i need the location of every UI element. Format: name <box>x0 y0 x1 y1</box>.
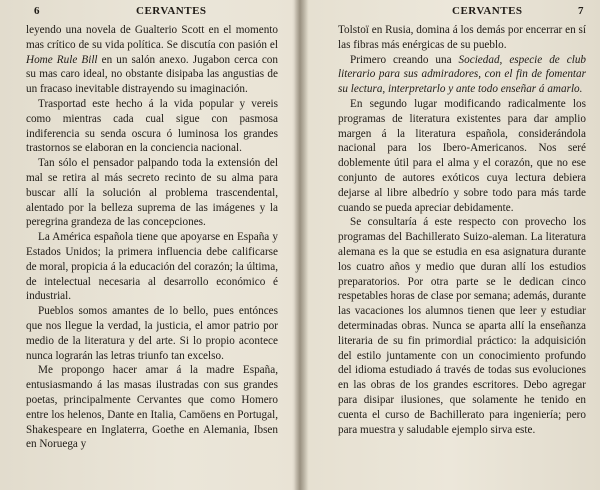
running-head-right: CERVANTES <box>452 5 523 17</box>
paragraph: En segundo lugar modificando radicalmente los programas de literatura existentes para dar amplio margen á la literatura española, considerándola nacional para los Ibero-Americanos. Nos seré doblemente útil para el alma y el corazón, que no ese conjunto de autores exóticos cuya lectura debiera dejarse al libre albedrío y sobre todo para más tarde cuando se pueda apreciar debidamente. <box>338 97 586 214</box>
page-number-left: 6 <box>34 5 40 17</box>
paragraph: Pueblos somos amantes de lo bello, pues entónces que nos llegue la verdad, la justicia, el amor patrio por medio de la literatura y del arte. Si lo propio acontece nunca lograrán las letras triunfo tan excelso. <box>26 305 278 362</box>
right-page-text <box>338 23 586 437</box>
running-head-left: CERVANTES <box>136 5 207 17</box>
paragraph: Se consultaría á este respecto con provecho los programas del Bachillerato Suizo-aleman. La literatura alemana es la que se estudia en esa asignatura durante los cuatro años y medio que duran allí los estudios preparatorios. Por otra parte se le dedican cinco respetables horas de clase por semana; además, durante las vacaciones los alumnos tienen que leer y estudiar determinadas obras. Nunca se aparta allí la enseñanza literaria de su fin primordial práctico: la adquisición del estilo juntamente con un conocimiento profundo del idioma estudiado á través de todas sus evoluciones en las obras de los grandes escritores. Debo agregar para disipar ilusiones, que solamente he tenido en cuenta el curso de Bachillerato para ingeniería; pero para muestra y saludable ejemplo sirva este. <box>338 216 586 436</box>
paragraph-text: en un salón anexo. Jugabon cerca con su mas caro ideal, no obstante disipaba las angustias de un fracaso inevitable distrayendo su imaginación. <box>26 53 278 96</box>
left-page-text <box>26 23 278 452</box>
paragraph-text: leyendo una novela de Gualterio Scott en el momento mas crítico de su vida política. Se discutía con pasión el <box>26 24 278 51</box>
paragraph <box>26 23 278 97</box>
paragraph-text: Primero creando una <box>350 53 452 66</box>
paragraph: La América española tiene que apoyarse en España y Estados Unidos; la primera influencia debe calificarse de moral, propicia á la educación del corazón; la última, de intelectual necesaria al desarrollo económico é industrial. <box>26 231 278 303</box>
italic-text: Sociedad, especie de club literario para sus admiradores, con el fin de fomentar su lectura, interpretarlo y ante todo enseñar á amarlo. <box>338 53 587 96</box>
paragraph: Tan sólo el pensador palpando toda la extensión del mal se retira al más secreto recinto de su alma para buscar allí la solución al problema trascendental, alentado por la belleza suprema de las imágenes y la peregrina grandeza de las concepciones. <box>26 157 278 229</box>
paragraph: Trasportad este hecho á la vida popular y vereis como mientras cada cual sigue con pasmosa indiferencia su senda oscura ó luminosa los grandes trastornos se elaboran en la conciencia nacional. <box>26 97 278 155</box>
paragraph: Me propongo hacer amar á la madre España, entusiasmando á las masas ilustradas con sus grandes poetas, principalmente Cervantes que como Homero entre los helenos, Dante en Italia, Camöens en Portugal, Shakespeare en Inglaterra, Goethe en Alemania, Ibsen en Noruega y <box>26 364 278 451</box>
italic-title: Home Rule Bill <box>26 53 98 66</box>
paragraph <box>338 53 586 97</box>
page-number-right: 7 <box>578 5 584 17</box>
paragraph: Tolstoï en Rusia, domina á los demás por encerrar en sí las fibras más enérgicas de su pueblo. <box>338 24 586 51</box>
right-page <box>300 0 600 490</box>
